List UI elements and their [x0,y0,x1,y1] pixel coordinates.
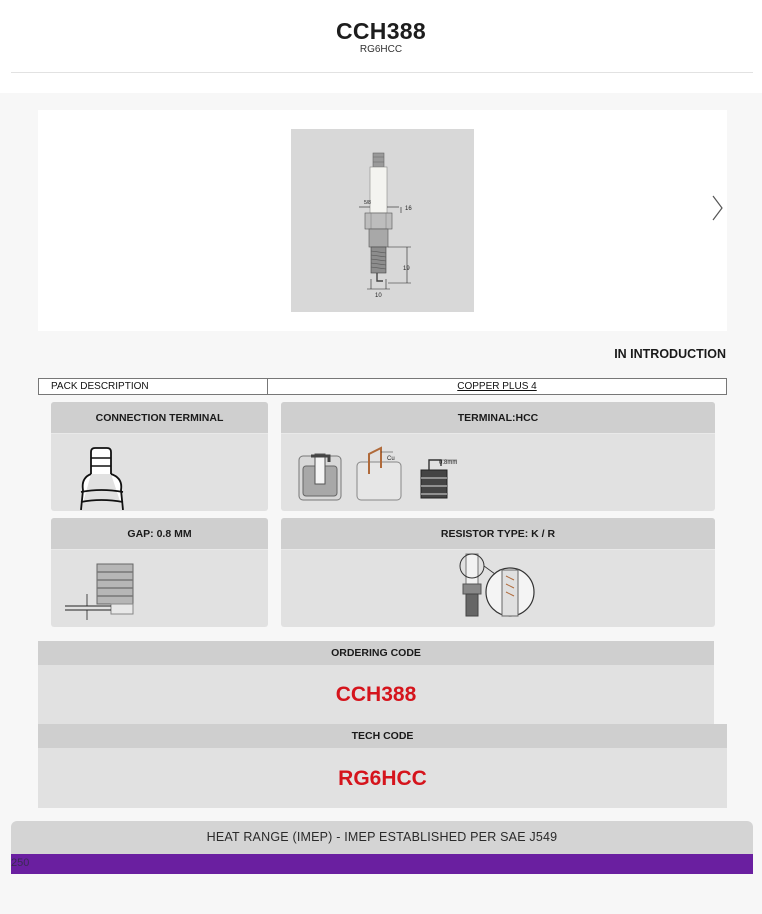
ordering-code-value: CCH388 [335,683,417,706]
spark-plug-photo [291,129,474,312]
resistor-card [281,518,715,627]
ordering-code-block [38,641,714,724]
header-divider [11,72,753,73]
terminal-hcc-title: TERMINAL:HCC [281,402,715,434]
connection-terminal-title: CONNECTION TERMINAL [51,402,268,434]
dimension-hex-label: 5/8 [364,200,371,206]
pack-description-link[interactable]: COPPER PLUS 4 [457,381,537,392]
heat-range-bar [11,854,753,874]
heat-range-value: 250 [11,857,30,869]
tech-code-label: TECH CODE [38,724,727,748]
pack-description-row [38,378,727,395]
pack-description-label: PACK DESCRIPTION [39,379,268,394]
dimension-width-label: 16 [405,206,412,212]
dimension-reach-label: 19 [403,266,410,272]
terminal-hcc-card [281,402,715,511]
gap-title: GAP: 0.8 MM [51,518,268,550]
page-header [0,0,762,93]
resistor-title: RESISTOR TYPE: K / R [281,518,715,550]
dimension-diameter-label: 10 [375,293,382,299]
status-label: IN INTRODUCTION [614,347,726,361]
tech-code-block [38,724,727,808]
copper-label: Cu [387,456,395,462]
chevron-right-icon[interactable] [708,193,728,223]
tech-code-subtitle: RG6HCC [359,44,403,55]
gap-size-label: 0.8mm [439,460,458,466]
spark-plug-dimension-drawing [291,129,474,312]
product-code-title: CCH388 [335,18,426,44]
heat-range-header: HEAT RANGE (IMEP) - IMEP ESTABLISHED PER SAE J549 [11,821,753,854]
gap-illustration [51,550,268,626]
terminal-nut-illustration [51,434,268,510]
ordering-code-label: ORDERING CODE [38,641,714,665]
image-gallery [38,110,727,331]
gap-card [51,518,268,627]
connection-terminal-card [51,402,268,511]
copper-core-illustration [281,434,715,510]
tech-code-value: RG6HCC [338,767,427,790]
resistor-illustration [281,550,715,626]
